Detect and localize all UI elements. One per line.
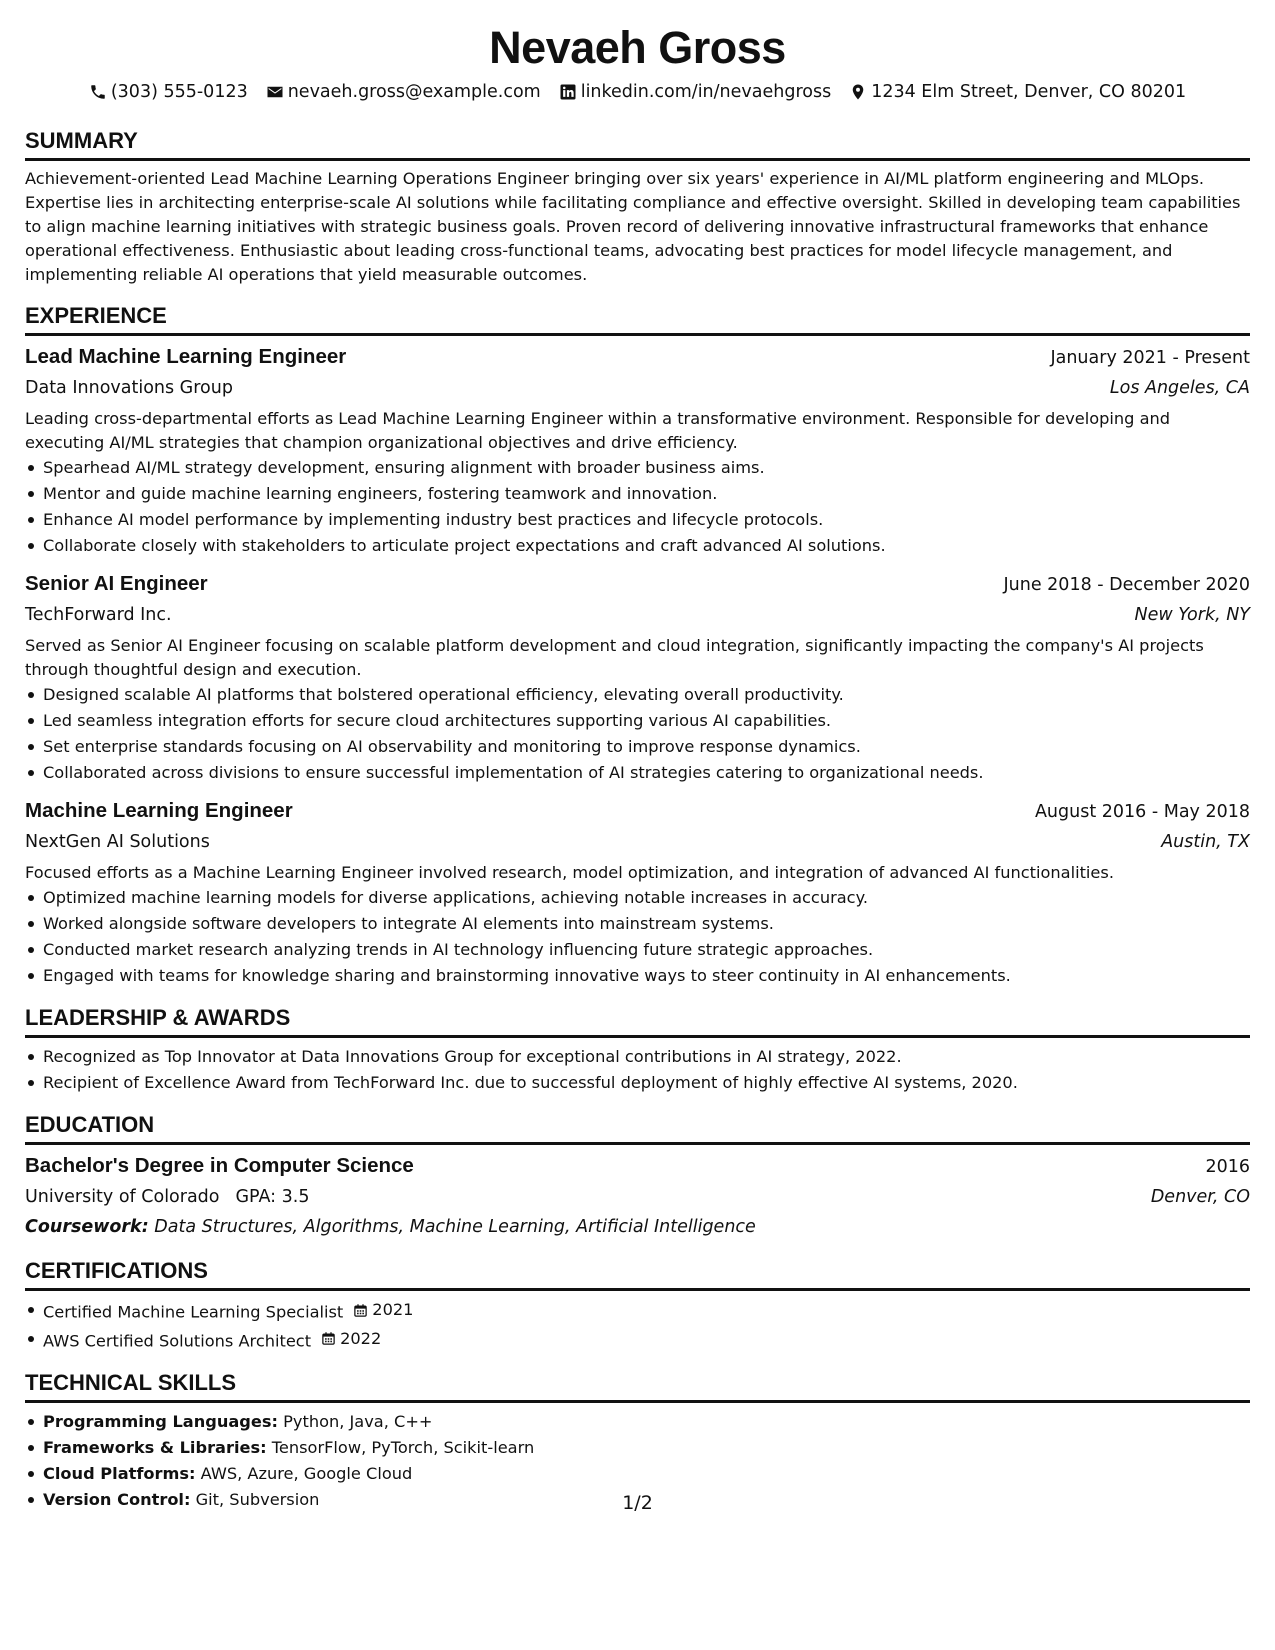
contact-bar: [25, 80, 1250, 104]
contact-email[interactable]: [266, 80, 541, 104]
phone-icon: [89, 83, 107, 101]
list-item: Set enterprise standards focusing on AI observability and monitoring to improve response dynamics.: [43, 734, 1250, 760]
job-company: NextGen AI Solutions: [25, 832, 210, 852]
resume-page: [25, 20, 1250, 1513]
address-text: 1234 Elm Street, Denver, CO 80201: [871, 82, 1187, 102]
list-item: Enhance AI model performance by implementing industry best practices and lifecycle protocols.: [43, 507, 1250, 533]
job-bullets: [25, 455, 1250, 559]
job-summary: Leading cross-departmental efforts as Lead Machine Learning Engineer within a transformative environment. Responsible for developing and executing AI/ML strategies that champion organizational objectives and drive efficiency.: [25, 409, 1171, 452]
list-item: Optimized machine learning models for diverse applications, achieving notable increases in accuracy.: [43, 885, 1250, 911]
degree-title: Bachelor's Degree in Computer Science: [25, 1154, 414, 1177]
certifications-section: [25, 1258, 1250, 1354]
cert-name: AWS Certified Solutions Architect: [43, 1331, 312, 1350]
list-item: Designed scalable AI platforms that bolstered operational efficiency, elevating overall productivity.: [43, 682, 1250, 708]
email-text[interactable]: nevaeh.gross@example.com: [287, 82, 541, 102]
skill-label: Frameworks & Libraries:: [43, 1438, 267, 1457]
job-company: Data Innovations Group: [25, 378, 233, 398]
list-item: [43, 1409, 1250, 1435]
awards-heading: LEADERSHIP & AWARDS: [25, 1005, 1250, 1038]
list-item: [43, 1435, 1250, 1461]
school-name: University of Colorado: [25, 1187, 220, 1207]
list-item: Collaborated across divisions to ensure successful implementation of AI strategies catering to organizational needs.: [43, 760, 1250, 786]
contact-address: [849, 80, 1186, 104]
summary-section: [25, 128, 1250, 287]
job-dates: August 2016 - May 2018: [1034, 802, 1250, 822]
page-number: 1/2: [622, 1492, 653, 1514]
cert-year: 2021: [372, 1300, 414, 1319]
skill-value: TensorFlow, PyTorch, Scikit-learn: [271, 1438, 535, 1457]
coursework-list: Data Structures, Algorithms, Machine Learning, Artificial Intelligence: [154, 1217, 756, 1237]
coursework: [25, 1212, 1250, 1242]
cert-name: Certified Machine Learning Specialist: [43, 1302, 344, 1322]
list-item: Recipient of Excellence Award from TechForward Inc. due to successful deployment of highly effective AI systems, 2020.: [43, 1070, 1250, 1096]
school-location: Denver, CO: [1150, 1187, 1250, 1207]
job-location: Austin, TX: [1161, 832, 1250, 852]
list-item: Worked alongside software developers to integrate AI elements into mainstream systems.: [43, 911, 1250, 937]
job-title: Senior AI Engineer: [25, 572, 208, 595]
skill-label: Programming Languages:: [43, 1412, 278, 1431]
skill-label: Cloud Platforms:: [43, 1464, 196, 1483]
candidate-name: Nevaeh Gross: [489, 22, 786, 73]
summary-heading: SUMMARY: [25, 128, 1250, 161]
linkedin-text[interactable]: linkedin.com/in/nevaehgross: [580, 82, 832, 102]
job-summary: Served as Senior AI Engineer focusing on scalable platform development and cloud integration, significantly impacting the company's AI projects through thoughtful design and execution.: [25, 636, 1204, 679]
envelope-icon: [266, 83, 284, 101]
job-entry: [25, 569, 1250, 786]
job-location: Los Angeles, CA: [1109, 378, 1250, 398]
list-item: Mentor and guide machine learning engineers, fostering teamwork and innovation.: [43, 481, 1250, 507]
list-item: Led seamless integration efforts for secure cloud architectures supporting various AI capabilities.: [43, 708, 1250, 734]
map-pin-icon: [849, 83, 867, 101]
phone-text: (303) 555-0123: [110, 82, 248, 102]
skill-value: Git, Subversion: [195, 1490, 320, 1509]
school-info: [25, 1182, 309, 1212]
coursework-label: Coursework:: [25, 1217, 149, 1237]
skills-heading: TECHNICAL SKILLS: [25, 1370, 1250, 1403]
list-item: Collaborate closely with stakeholders to articulate project expectations and craft advanced AI solutions.: [43, 533, 1250, 559]
list-item: [43, 1326, 1250, 1355]
list-item: Spearhead AI/ML strategy development, ensuring alignment with broader business aims.: [43, 455, 1250, 481]
certifications-list: [25, 1297, 1250, 1354]
job-entry: [25, 342, 1250, 559]
certifications-heading: CERTIFICATIONS: [25, 1258, 1250, 1291]
awards-list: [25, 1044, 1250, 1096]
experience-heading: EXPERIENCE: [25, 303, 1250, 336]
cert-year: 2022: [340, 1328, 382, 1348]
skill-label: Version Control:: [43, 1490, 191, 1509]
experience-section: [25, 303, 1250, 989]
list-item: Engaged with teams for knowledge sharing and brainstorming innovative ways to steer continuity in AI enhancements.: [43, 963, 1250, 989]
gpa: GPA: 3.5: [235, 1187, 310, 1207]
job-bullets: [25, 885, 1250, 989]
job-bullets: [25, 682, 1250, 786]
job-title: Machine Learning Engineer: [25, 799, 293, 822]
list-item: [43, 1297, 1250, 1326]
contact-linkedin[interactable]: [559, 80, 832, 104]
awards-section: [25, 1005, 1250, 1096]
list-item: Conducted market research analyzing trends in AI technology influencing future strategic approaches.: [43, 937, 1250, 963]
calendar-icon: [353, 1303, 368, 1318]
list-item: [43, 1461, 1250, 1487]
job-summary: Focused efforts as a Machine Learning Engineer involved research, model optimization, and integration of advanced AI functionalities.: [25, 863, 1114, 882]
linkedin-icon: [559, 83, 577, 101]
skill-value: Python, Java, C++: [283, 1412, 433, 1431]
summary-text: Achievement-oriented Lead Machine Learning Operations Engineer bringing over six years' experience in AI/ML platform engineering and MLOps. Expertise lies in architecting enterprise-scale AI solutions while facilitating compliance and effective oversight. Skilled in developing team capabilities to align machine learning initiatives with strategic business goals. Proven record of delivering innovative infrastructural frameworks that enhance operational effectiveness. Enthusiastic about leading cross-functional teams, advocating best practices for model lifecycle management, and implementing reliable AI operations that yield measurable outcomes.: [25, 169, 1241, 284]
contact-phone: [89, 80, 248, 104]
job-dates: June 2018 - December 2020: [1003, 575, 1250, 595]
job-title: Lead Machine Learning Engineer: [25, 345, 347, 368]
job-dates: January 2021 - Present: [1050, 348, 1250, 368]
graduation-year: 2016: [1205, 1157, 1250, 1177]
job-location: New York, NY: [1134, 605, 1250, 625]
calendar-icon: [321, 1331, 336, 1346]
job-entry: [25, 796, 1250, 989]
job-company: TechForward Inc.: [25, 605, 172, 625]
education-section: [25, 1112, 1250, 1242]
skill-value: AWS, Azure, Google Cloud: [200, 1464, 413, 1483]
education-heading: EDUCATION: [25, 1112, 1250, 1145]
list-item: Recognized as Top Innovator at Data Innovations Group for exceptional contributions in AI strategy, 2022.: [43, 1044, 1250, 1070]
